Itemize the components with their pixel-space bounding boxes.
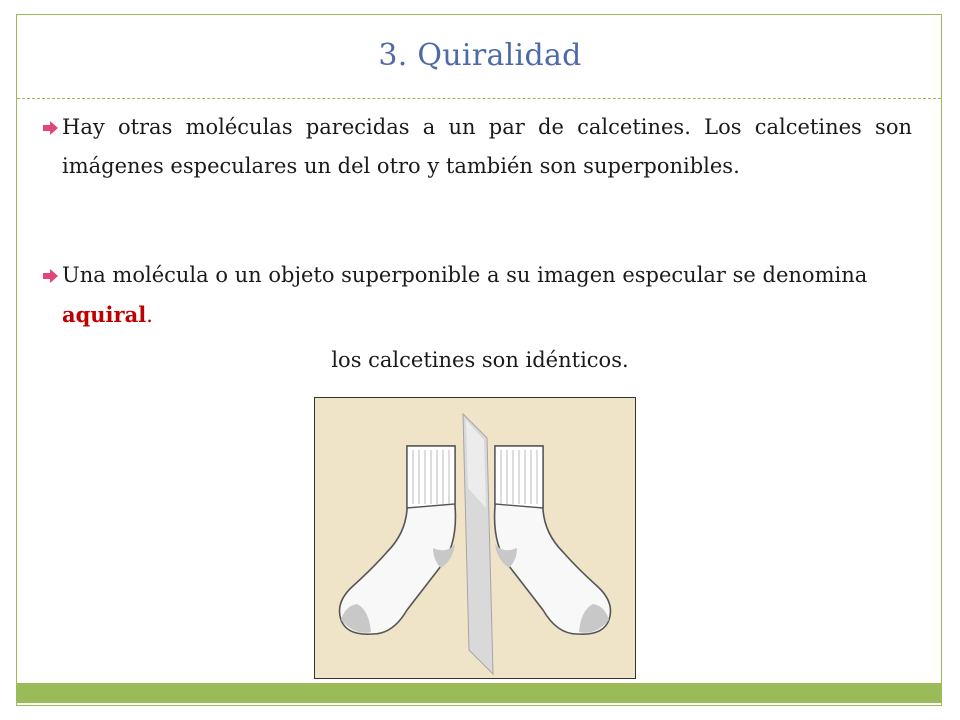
bullet-2-period: . [146, 303, 153, 327]
bullet-2-text: Una molécula o un objeto superponible a su imagen especular se denomina [62, 263, 868, 287]
bullet-paragraph-2 [62, 256, 912, 335]
left-sock [340, 446, 456, 634]
socks-mirror-illustration [314, 397, 636, 679]
bullet-1-text: Hay otras moléculas parecidas a un par de calcetines. Los calcetines son imágenes especulares un del otro y también son superponibles. [62, 115, 912, 178]
aquiral-term: aquiral [62, 302, 147, 327]
footer-bar [17, 683, 941, 703]
slide-title: 3. Quiralidad [378, 38, 582, 73]
figure-caption: los calcetines son idénticos. [331, 348, 629, 372]
arrow-right-icon [43, 268, 59, 284]
title-divider [17, 98, 941, 99]
arrow-right-icon [43, 120, 59, 136]
bullet-paragraph-1 [62, 108, 912, 186]
right-sock [495, 446, 611, 634]
